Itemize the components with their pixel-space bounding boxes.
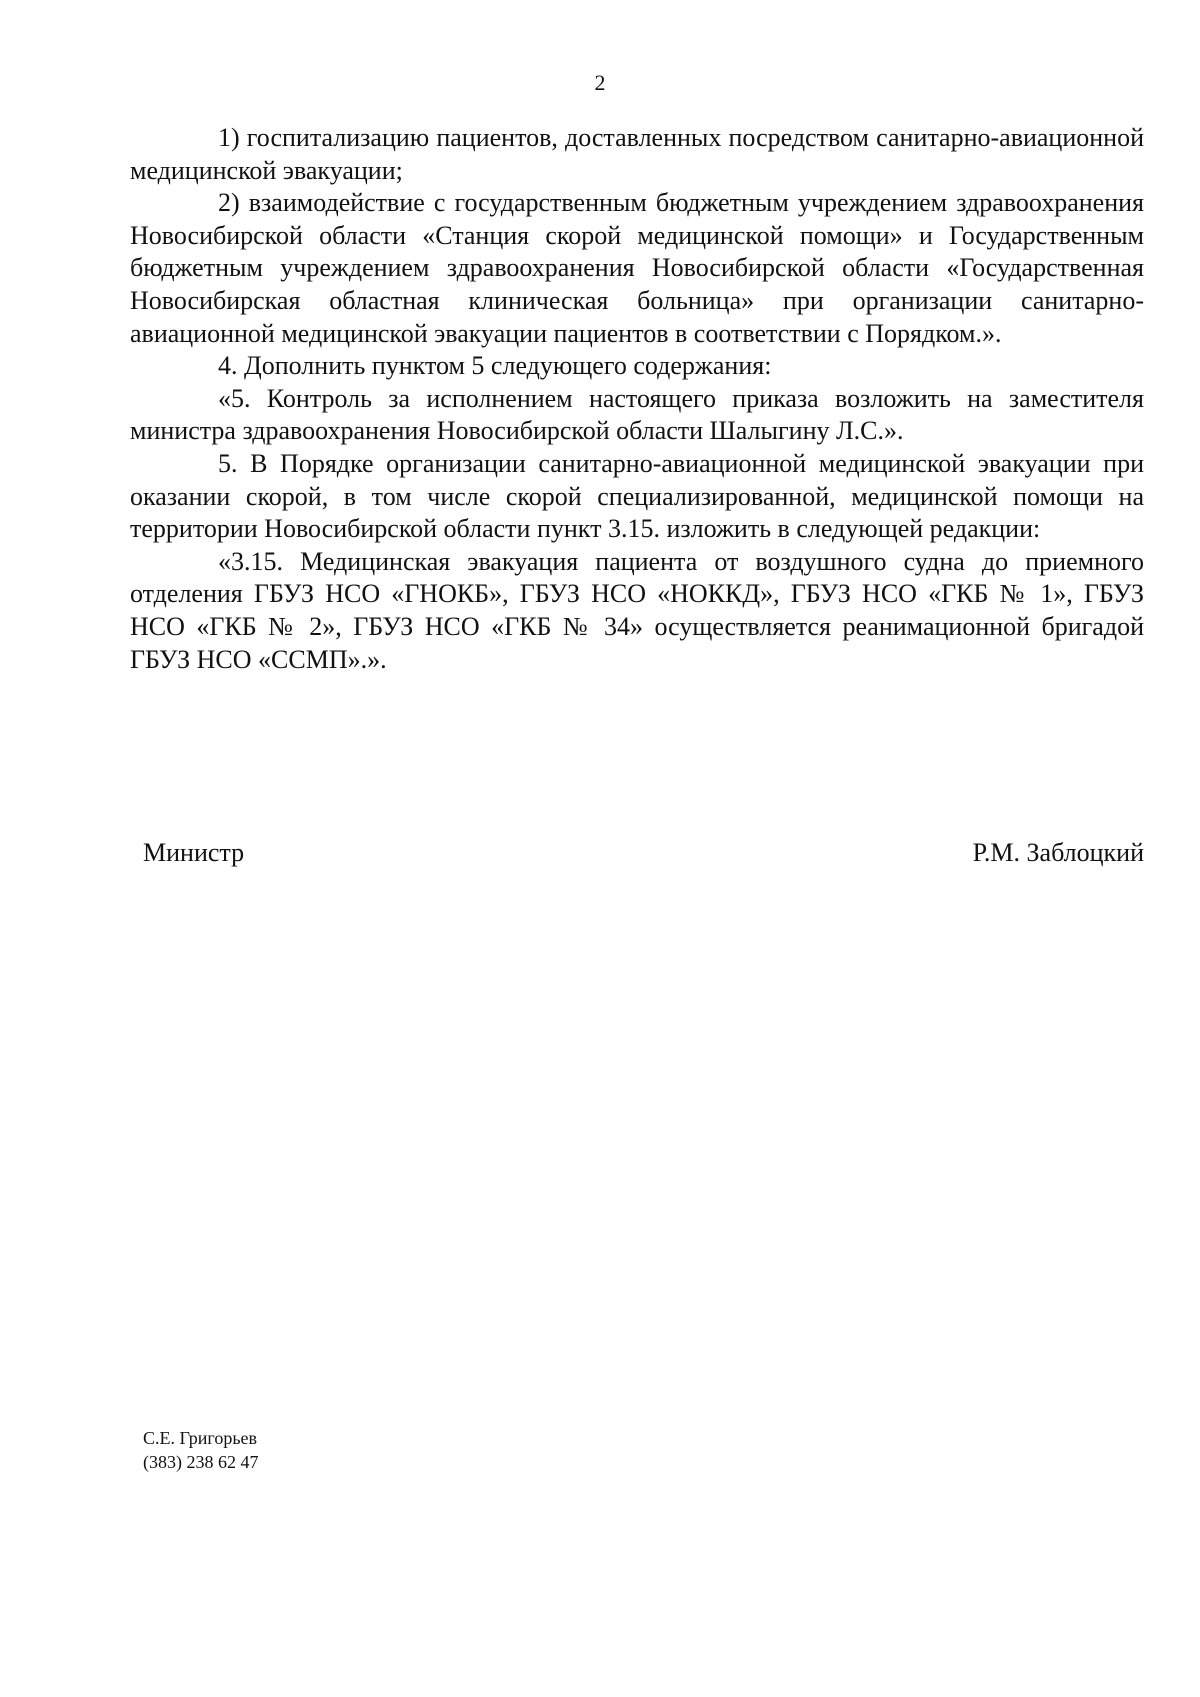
signature-block [143,838,1144,878]
paragraph-item-2: 2) взаимодействие с государственным бюджетным учреждением здравоохранения Новосибирской области «Станция скорой медицинской помощи» и Государственным бюджетным учреждением здравоохранения Новосибирской области «Государственная Новосибирская областная клиническая больница» при организации санитарно-авиационной медицинской эвакуации пациентов в соответствии с Порядком.». [130,188,1144,348]
signatory-name: Р.М. Заблоцкий [972,838,1144,867]
executor-phone: (383) 238 62 47 [143,1452,259,1472]
executor-name: С.Е. Григорьев [143,1428,258,1448]
page-number: 2 [594,70,606,95]
executor-footer [143,1426,259,1474]
paragraph-clause-3-15-quote: «3.15. Медицинская эвакуация пациента от воздушного судна до приемного отделения ГБУЗ НСО «ГНОКБ», ГБУЗ НСО «НОККД», ГБУЗ НСО «ГКБ № 1», ГБУЗ НСО «ГКБ № 2», ГБУЗ НСО «ГКБ № 34» осуществляется реанимационной бригадой ГБУЗ НСО «ССМП».». [130,546,1144,674]
paragraph-item-1: 1) госпитализацию пациентов, доставленных посредством санитарно-авиационной медицинской эвакуации; [130,123,1144,185]
paragraph-clause-4: 4. Дополнить пунктом 5 следующего содержания: [218,351,772,381]
document-body [130,122,1144,676]
signatory-title: Министр [143,838,245,867]
paragraph-clause-5-quote: «5. Контроль за исполнением настоящего приказа возложить на заместителя министра здравоохранения Новосибирской области Шалыгину Л.С.». [130,383,1144,446]
paragraph-clause-5: 5. В Порядке организации санитарно-авиационной медицинской эвакуации при оказании скорой, в том числе скорой специализированной, медицинской помощи на территории Новосибирской области пункт 3.15. изложить в следующей редакции: [130,448,1144,544]
